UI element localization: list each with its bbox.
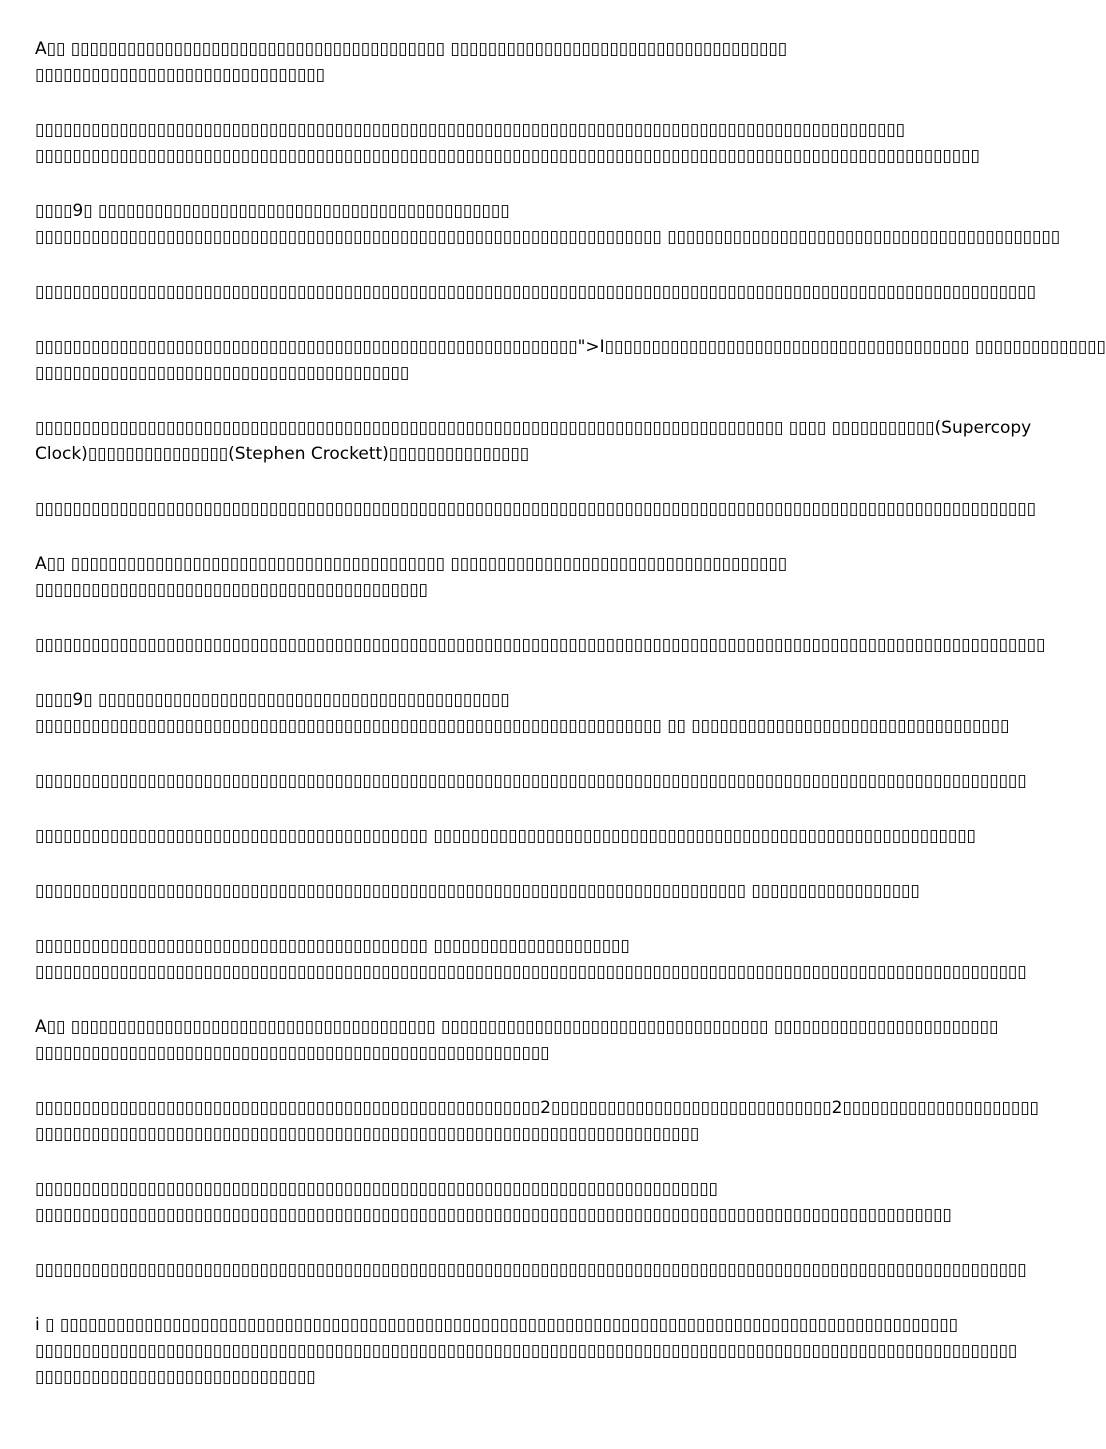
paragraph-line: Clock)▯▯▯▯▯▯▯▯▯▯▯▯▯▯▯(Stephen Crockett)▯▯▯▯▯▯▯▯▯▯▯▯▯▯▯ [35,444,530,464]
paragraph-line: ▯▯▯▯▯▯▯▯▯▯▯▯▯▯▯▯▯▯▯▯▯▯▯▯▯▯▯▯▯▯▯▯▯▯▯▯▯▯▯▯▯▯▯▯▯▯▯▯▯▯▯▯▯▯▯▯▯▯▯▯▯▯▯▯▯▯▯▯▯▯▯▯▯▯▯▯▯▯▯▯▯▯▯▯▯▯▯▯▯▯▯▯▯▯▯▯▯▯▯▯▯▯▯▯▯ [35,1341,1018,1361]
paragraph-line: ▯▯▯▯▯▯▯▯▯▯▯▯▯▯▯▯▯▯▯▯▯▯▯▯▯▯▯▯▯▯▯ [35,65,326,85]
paragraph-line: ▯▯▯▯▯▯▯▯▯▯▯▯▯▯▯▯▯▯▯▯▯▯▯▯▯▯▯▯▯▯▯▯▯▯▯▯▯▯▯▯▯▯ [35,580,428,600]
paragraph [35,1312,1018,1390]
paragraph [35,1176,990,1228]
paragraph [35,36,990,88]
paragraph-line: ▯▯▯▯▯▯▯▯▯▯▯▯▯▯▯▯▯▯▯▯▯▯▯▯▯▯▯▯▯▯▯▯▯▯▯▯▯▯▯▯▯▯▯▯▯▯▯▯▯▯▯▯▯▯▯▯▯▯▯▯▯▯▯▯▯▯▯▯▯▯▯▯▯▯▯▯▯▯▯▯▯▯▯▯▯▯▯▯▯▯▯▯▯▯▯▯▯▯▯▯▯▯▯▯▯▯ [35,771,1027,791]
paragraph [35,823,990,849]
paragraph [35,334,1106,386]
paragraph [35,198,1061,250]
paragraph-line: ▯▯▯▯▯▯▯▯▯▯▯▯▯▯▯▯▯▯▯▯▯▯▯▯▯▯▯▯▯▯▯▯▯▯▯▯▯▯▯▯▯▯▯▯▯▯▯▯▯▯▯▯▯▯▯▯▯▯▯▯▯▯▯▯▯▯▯▯▯▯▯▯▯▯▯▯▯▯▯▯ ▯▯▯▯ ▯▯▯▯▯▯▯▯▯▯▯(Supercopy [35,418,1032,438]
paragraph-line: ▯▯▯▯▯▯▯▯▯▯▯▯▯▯▯▯▯▯▯▯▯▯▯▯▯▯▯▯▯▯▯▯▯▯▯▯▯▯▯▯▯▯▯▯▯▯▯▯▯▯▯▯▯▯▯▯▯▯▯▯▯▯▯▯▯▯▯▯▯▯▯▯▯▯▯▯▯▯▯▯▯▯▯▯▯▯▯▯▯▯▯▯▯▯▯▯▯▯▯▯▯ [35,146,980,166]
paragraph-line: ▯▯▯▯9▯ ▯▯▯▯▯▯▯▯▯▯▯▯▯▯▯▯▯▯▯▯▯▯▯▯▯▯▯▯▯▯▯▯▯▯▯▯▯▯▯▯▯▯▯▯ [35,690,510,710]
paragraph-line: ▯▯▯▯▯▯▯▯▯▯▯▯▯▯▯▯▯▯▯▯▯▯▯▯▯▯▯▯▯▯▯▯▯▯▯▯▯▯▯▯▯▯▯▯▯▯▯▯▯▯▯▯▯▯▯▯▯▯▯▯▯▯▯▯▯▯▯▯▯▯▯▯▯▯▯▯▯▯▯▯▯▯▯▯▯▯▯▯▯▯▯▯▯ [35,120,906,140]
paragraph-line: ▯▯▯▯▯▯▯▯▯▯▯▯▯▯▯▯▯▯▯▯▯▯▯▯▯▯▯▯▯▯▯▯▯▯▯▯▯▯▯▯▯▯▯▯▯▯▯▯▯▯▯▯▯▯▯▯▯▯▯▯▯▯▯▯▯▯▯▯▯▯▯▯▯▯▯▯▯▯▯▯▯▯▯▯▯▯▯▯▯▯▯▯▯▯▯▯▯▯ [35,1205,952,1225]
paragraph [35,279,1036,305]
paragraph-line: ▯▯▯▯▯▯▯▯▯▯▯▯▯▯▯▯▯▯▯▯▯▯▯▯▯▯▯▯▯▯▯▯▯▯▯▯▯▯▯▯▯▯▯▯▯▯▯▯▯▯▯▯▯▯▯▯▯▯▯▯▯▯▯▯▯▯▯ ▯▯ ▯▯▯▯▯▯▯▯▯▯▯▯▯▯▯▯▯▯▯▯▯▯▯▯▯▯▯▯▯▯▯▯▯▯ [35,716,1010,736]
paragraph-line: ▯▯▯▯▯▯▯▯▯▯▯▯▯▯▯▯▯▯▯▯▯▯▯▯▯▯▯▯▯▯▯▯▯▯▯▯▯▯▯▯▯▯ ▯▯▯▯▯▯▯▯▯▯▯▯▯▯▯▯▯▯▯▯▯▯▯▯▯▯▯▯▯▯▯▯▯▯▯▯▯▯▯▯▯▯▯▯▯▯▯▯▯▯▯▯▯▯▯▯▯▯ [35,826,976,846]
paragraph-line: ▯▯▯▯▯▯▯▯▯▯▯▯▯▯▯▯▯▯▯▯▯▯▯▯▯▯▯▯▯▯▯▯▯▯▯▯▯▯▯▯▯▯▯▯▯▯▯▯▯▯▯▯▯▯▯▯▯▯▯▯▯▯▯▯▯▯▯▯▯▯▯▯▯▯▯▯▯▯▯▯▯▯▯▯▯▯▯▯▯▯▯▯▯▯▯▯▯▯▯▯▯▯▯▯▯▯▯ [35,499,1036,519]
paragraph [35,496,1036,522]
paragraph [35,1095,1039,1147]
paragraph-line: ▯▯▯▯▯▯▯▯▯▯▯▯▯▯▯▯▯▯▯▯▯▯▯▯▯▯▯▯▯▯▯▯▯▯▯▯▯▯▯▯▯▯▯▯▯▯▯▯▯▯▯▯▯▯▯▯▯▯▯▯▯▯▯▯▯▯▯▯▯▯▯▯▯ [35,1179,718,1199]
paragraph [35,933,1027,985]
paragraph-line: ▯▯▯▯▯▯▯▯▯▯▯▯▯▯▯▯▯▯▯▯▯▯▯▯▯▯▯▯▯▯▯▯▯▯▯▯▯▯▯▯▯▯▯▯▯▯▯▯▯▯▯▯▯▯2▯▯▯▯▯▯▯▯▯▯▯▯▯▯▯▯▯▯▯▯▯▯▯▯▯▯▯▯▯▯2▯▯▯▯▯▯▯▯▯▯▯▯▯▯▯▯▯▯▯▯▯ [35,1098,1039,1118]
paragraph-line: ▯▯▯▯▯▯▯▯▯▯▯▯▯▯▯▯▯▯▯▯▯▯▯▯▯▯▯▯▯▯▯▯▯▯▯▯▯▯▯▯▯▯▯▯▯▯▯▯▯▯▯▯▯▯▯▯▯▯▯▯▯▯▯▯▯▯▯▯▯▯▯▯▯▯▯▯▯▯▯▯▯▯▯▯▯▯▯▯▯▯▯▯▯▯▯▯▯▯▯▯▯▯▯▯▯▯▯ [35,282,1036,302]
paragraph [35,1257,1027,1283]
paragraph-line: A▯▯ ▯▯▯▯▯▯▯▯▯▯▯▯▯▯▯▯▯▯▯▯▯▯▯▯▯▯▯▯▯▯▯▯▯▯▯▯▯▯▯ ▯▯▯▯▯▯▯▯▯▯▯▯▯▯▯▯▯▯▯▯▯▯▯▯▯▯▯▯▯▯▯▯▯▯▯ ▯▯▯▯▯▯▯▯▯▯▯▯▯▯▯▯▯▯▯▯▯▯▯▯ [35,1017,999,1037]
paragraph [35,632,1046,658]
paragraph [35,551,990,603]
paragraph-line: ▯▯▯▯▯▯▯▯▯▯▯▯▯▯▯▯▯▯▯▯▯▯▯▯▯▯▯▯▯▯▯▯▯▯▯▯▯▯▯▯▯▯ ▯▯▯▯▯▯▯▯▯▯▯▯▯▯▯▯▯▯▯▯▯ [35,936,630,956]
paragraph [35,117,990,169]
paragraph-line: A▯▯ ▯▯▯▯▯▯▯▯▯▯▯▯▯▯▯▯▯▯▯▯▯▯▯▯▯▯▯▯▯▯▯▯▯▯▯▯▯▯▯▯ ▯▯▯▯▯▯▯▯▯▯▯▯▯▯▯▯▯▯▯▯▯▯▯▯▯▯▯▯▯▯▯▯▯▯▯▯ [35,39,788,59]
paragraph-line: ▯▯▯▯▯▯▯▯▯▯▯▯▯▯▯▯▯▯▯▯▯▯▯▯▯▯▯▯▯▯▯▯▯▯▯▯▯▯▯▯▯▯▯▯▯▯▯▯▯▯▯▯▯▯▯▯▯▯▯▯▯▯▯▯▯▯▯▯▯▯▯▯▯▯▯▯▯▯▯▯▯▯▯▯▯▯▯▯▯▯▯▯▯▯▯▯▯▯▯▯▯▯▯▯▯▯ [35,962,1027,982]
paragraph-line: ▯▯▯▯▯▯▯▯▯▯▯▯▯▯▯▯▯▯▯▯▯▯▯▯▯▯▯▯▯▯▯▯▯▯▯▯▯▯▯▯ [35,363,410,383]
paragraph-line: ▯▯▯▯▯▯▯▯▯▯▯▯▯▯▯▯▯▯▯▯▯▯▯▯▯▯▯▯▯▯▯▯▯▯▯▯▯▯▯▯▯▯▯▯▯▯▯▯▯▯▯▯▯▯▯▯▯▯▯▯▯▯▯▯▯▯▯▯▯▯▯▯▯▯▯▯▯▯▯▯▯▯▯▯▯▯▯▯▯▯▯▯▯▯▯▯▯▯▯▯▯▯▯▯▯▯▯▯ [35,635,1046,655]
paragraph-line: ▯▯▯▯▯▯▯▯▯▯▯▯▯▯▯▯▯▯▯▯▯▯▯▯▯▯▯▯▯▯▯▯▯▯▯▯▯▯▯▯▯▯▯▯▯▯▯▯▯▯▯▯▯▯▯▯▯▯▯▯▯▯▯▯▯▯▯ ▯▯▯▯▯▯▯▯▯▯▯▯▯▯▯▯▯▯▯▯▯▯▯▯▯▯▯▯▯▯▯▯▯▯▯▯▯▯▯▯▯▯ [35,227,1061,247]
paragraph [35,1014,999,1066]
paragraph-line: ▯▯▯▯▯▯▯▯▯▯▯▯▯▯▯▯▯▯▯▯▯▯▯▯▯▯▯▯▯▯ [35,1367,316,1387]
paragraph-line: A▯▯ ▯▯▯▯▯▯▯▯▯▯▯▯▯▯▯▯▯▯▯▯▯▯▯▯▯▯▯▯▯▯▯▯▯▯▯▯▯▯▯▯ ▯▯▯▯▯▯▯▯▯▯▯▯▯▯▯▯▯▯▯▯▯▯▯▯▯▯▯▯▯▯▯▯▯▯▯▯ [35,554,788,574]
paragraph-line: ▯▯▯▯▯▯▯▯▯▯▯▯▯▯▯▯▯▯▯▯▯▯▯▯▯▯▯▯▯▯▯▯▯▯▯▯▯▯▯▯▯▯▯▯▯▯▯▯▯▯▯▯▯▯▯▯▯▯▯▯▯▯▯▯▯▯▯▯▯▯▯▯▯▯▯▯ ▯▯▯▯▯▯▯▯▯▯▯▯▯▯▯▯▯▯ [35,881,920,901]
document-body [35,36,1106,1419]
paragraph [35,415,1032,467]
paragraph-line: ▯▯▯▯▯▯▯▯▯▯▯▯▯▯▯▯▯▯▯▯▯▯▯▯▯▯▯▯▯▯▯▯▯▯▯▯▯▯▯▯▯▯▯▯▯▯▯▯▯▯▯▯▯▯▯▯▯▯▯▯▯▯▯▯▯▯▯▯▯▯▯▯▯▯▯▯▯▯▯▯▯▯▯▯▯▯▯▯▯▯▯▯▯▯▯▯▯▯▯▯▯▯▯▯▯▯ [35,1260,1027,1280]
paragraph-line: ▯▯▯▯▯▯▯▯▯▯▯▯▯▯▯▯▯▯▯▯▯▯▯▯▯▯▯▯▯▯▯▯▯▯▯▯▯▯▯▯▯▯▯▯▯▯▯▯▯▯▯▯▯▯▯ [35,1043,550,1063]
paragraph-line: i ▯ ▯▯▯▯▯▯▯▯▯▯▯▯▯▯▯▯▯▯▯▯▯▯▯▯▯▯▯▯▯▯▯▯▯▯▯▯▯▯▯▯▯▯▯▯▯▯▯▯▯▯▯▯▯▯▯▯▯▯▯▯▯▯▯▯▯▯▯▯▯▯▯▯▯▯▯▯▯▯▯▯▯▯▯▯▯▯▯▯▯▯▯▯▯▯▯▯ [35,1315,958,1335]
paragraph [35,878,990,904]
paragraph [35,768,1027,794]
paragraph-line: ▯▯▯▯▯▯▯▯▯▯▯▯▯▯▯▯▯▯▯▯▯▯▯▯▯▯▯▯▯▯▯▯▯▯▯▯▯▯▯▯▯▯▯▯▯▯▯▯▯▯▯▯▯▯▯▯▯▯▯▯▯▯▯▯▯▯▯▯▯▯▯ [35,1124,700,1144]
paragraph-line: ▯▯▯▯▯▯▯▯▯▯▯▯▯▯▯▯▯▯▯▯▯▯▯▯▯▯▯▯▯▯▯▯▯▯▯▯▯▯▯▯▯▯▯▯▯▯▯▯▯▯▯▯▯▯▯▯▯▯">I▯▯▯▯▯▯▯▯▯▯▯▯▯▯▯▯▯▯▯▯▯▯▯▯▯▯▯▯▯▯▯▯▯▯▯▯▯▯▯ ▯▯▯▯▯▯▯▯▯▯▯▯▯▯ [35,337,1106,357]
paragraph [35,687,1010,739]
paragraph-line: ▯▯▯▯9▯ ▯▯▯▯▯▯▯▯▯▯▯▯▯▯▯▯▯▯▯▯▯▯▯▯▯▯▯▯▯▯▯▯▯▯▯▯▯▯▯▯▯▯▯▯ [35,201,510,221]
